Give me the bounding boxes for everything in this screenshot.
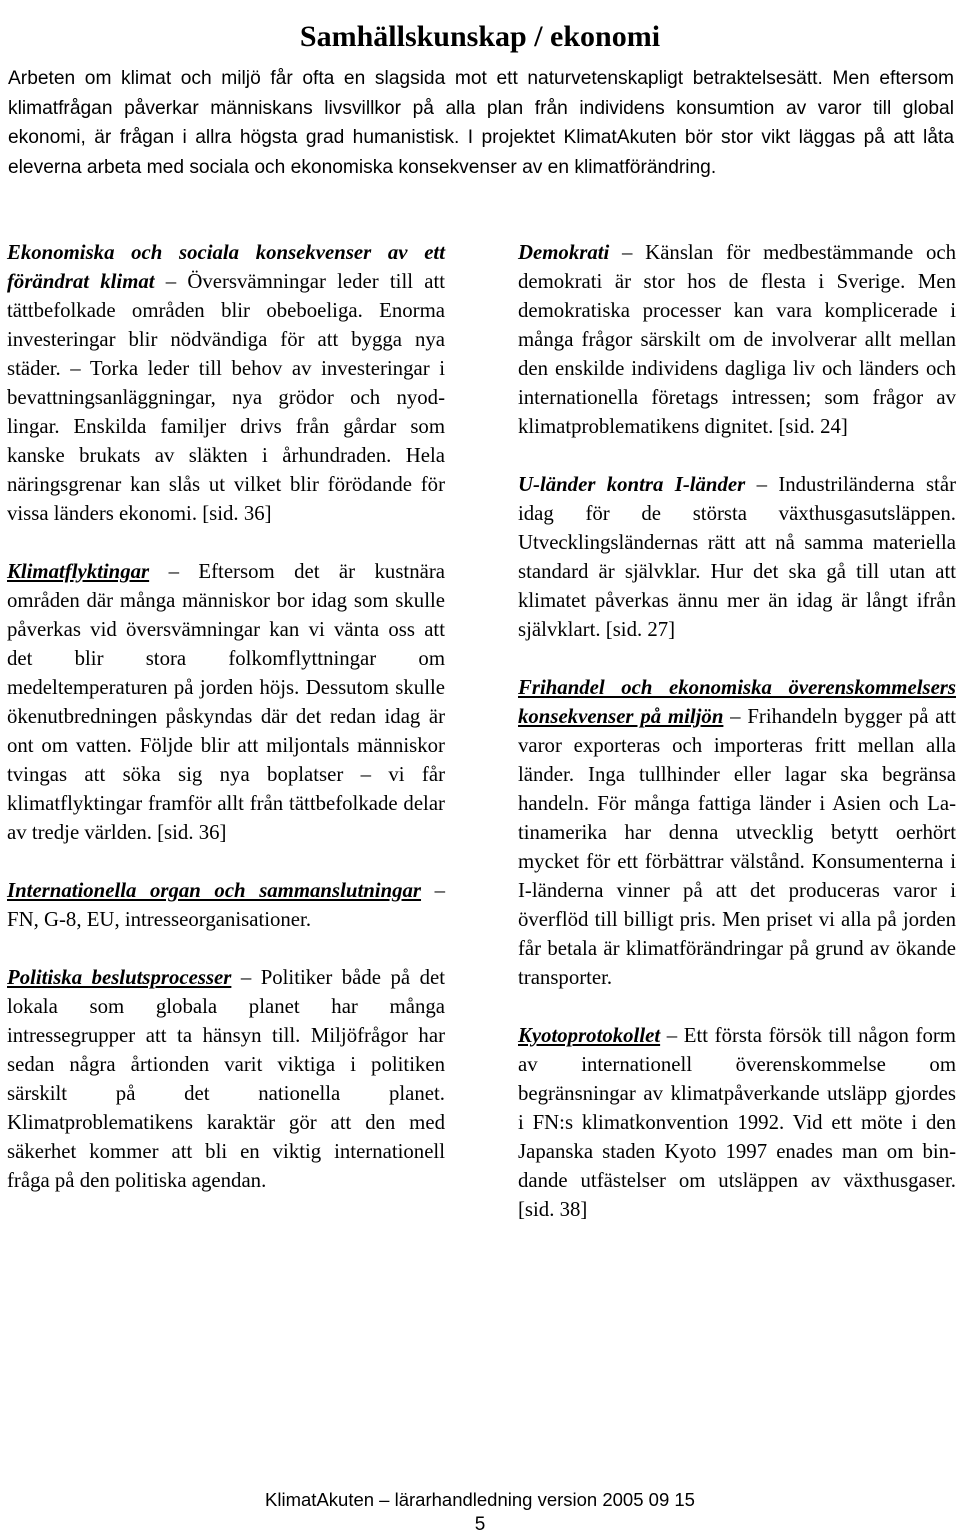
entry-body: – Eftersom det är kustnära områden där många människor bor idag som skulle påverkas vid översvämningar kan vi vänta oss att det blir stora folkomflyttningar om medeltemperaturen på jorden höjs. Dessutom skulle ökenutbredningen påskyndas där det redan idag är ont om vatten. Följde blir att miljontals människor tvingas att söka sig nya boplatser – vi får klimatflyktingar framför allt från tättbefolkade delar av tredje världen. [sid. 36] <box>7 560 445 844</box>
entry-body: – Känslan för medbestämmande och demokrati är stor hos de flesta i Sverige. Men demokratiska processer kan vara komplicerade i många frågor särskilt om de involverar allt mellan den enskilde individens dagliga liv och länders och internationella företags intressen; som frågor av klimatproblematikens dignitet. [sid. 24] <box>518 241 956 438</box>
page-number: 5 <box>474 1514 486 1535</box>
entry-u-lander-kontra-i-lander <box>518 470 956 644</box>
entry-term: U-länder kontra I-länder <box>518 473 746 496</box>
entry-demokrati <box>518 238 956 441</box>
entry-politiska-beslutsprocesser <box>7 963 445 1195</box>
entry-internationella-organ <box>7 876 445 934</box>
entry-body: – Översvämningar leder till att tättbefolkade områden blir obeboeliga. Enorma investeringar blir nödvändiga för att bygga nya städer. – Torka leder till behov av investeringar i bevattningsanläggningar, nya grödor och nyodlingar. Enskilda familjer drivs från gårdar som kanske brukats av släkten i århundraden. Hela näringsgrenar kan slås ut vilket blir förödande för vissa länders ekonomi. [sid. 36] <box>7 270 445 525</box>
entry-klimatflyktingar <box>7 557 445 847</box>
entry-term: Ekonomiska och sociala konsekvenser av ett förändrat klimat <box>7 241 445 293</box>
entry-frihandel <box>518 673 956 992</box>
entry-term: Internationella organ och sammanslutningar <box>7 879 422 902</box>
intro-paragraph: Arbeten om klimat och miljö får ofta en slagsida mot ett naturvetenskapligt betraktelsesätt. Men eftersom klimatfrågan påverkar människans livsvillkor på alla plan från individens konsumtion av varor till global ekonomi, är frågan i allra högsta grad humanistisk. I projektet KlimatAkuten bör stor vikt läggas på att låta eleverna arbeta med sociala och ekonomiska konsekvenser av en klimatförändring. <box>8 68 954 178</box>
entry-term: Klimatflyktingar <box>7 560 150 583</box>
right-column <box>518 238 956 1253</box>
page-title: Samhällskunskap / ekonomi <box>299 20 661 54</box>
entry-body: – Ett första försök till någon form av internationell överenskommelse om begränsningar av klimatpåverkande utsläpp gjordes i FN:s klimatkonvention 1992. Vid ett möte i den Japanska staden Kyoto 1997 enades man om bindande utfästelser om utsläppen av växthusgaser. [sid. 38] <box>518 1024 956 1221</box>
entry-body: – FN, G-8, EU, intresseorganisationer. <box>7 879 445 931</box>
entry-term: Politiska beslutsprocesser <box>7 966 232 989</box>
entry-body: – Frihandeln bygger på att varor exporteras och importeras fritt mellan alla länder. Inga tullhinder eller lagar ska begränsa handeln. För många fattiga länder i Asien och Latinamerika har denna utvecklig betytt oerhört mycket för ett förbättrar välstånd. Konsumenterna i I-länderna vinner på att det produceras varor i överflöd till billigt pris. Men priset vi alla på jorden får betala är klimatförändringar på grund av ökande transporter. <box>518 705 957 989</box>
entry-body: – Politiker både på det lokala som globala planet har många intressegrupper att ta hänsyn till. Miljöfrågor har sedan några årtionden varit viktiga i politiken särskilt på det nationella planet. Klimatproblematikens karaktär gör att den med säkerhet kommer att bli en viktig internationell fråga på den politiska agendan. <box>7 966 445 1192</box>
entry-term: Demokrati <box>518 241 610 264</box>
entry-term: Frihandel och ekonomiska överenskommelsers konsekvenser på miljön <box>518 676 956 728</box>
entry-ekonomiska-konsekvenser <box>7 238 445 528</box>
left-column <box>7 238 445 1224</box>
entry-kyotoprotokollet <box>518 1021 956 1224</box>
entry-body: – Industriländerna står idag för de största växthusgasutsläppen. Utvecklingsländernas rätt att nå samma materiella standard är självklar. Hur det ska gå till utan att klimatet påverkas ännu mer än idag är långt ifrån självklart. [sid. 27] <box>518 473 956 641</box>
footer-text: KlimatAkuten – lärarhandledning version 2005 09 15 <box>265 1489 695 1510</box>
entry-term: Kyotoprotokollet <box>518 1024 661 1047</box>
